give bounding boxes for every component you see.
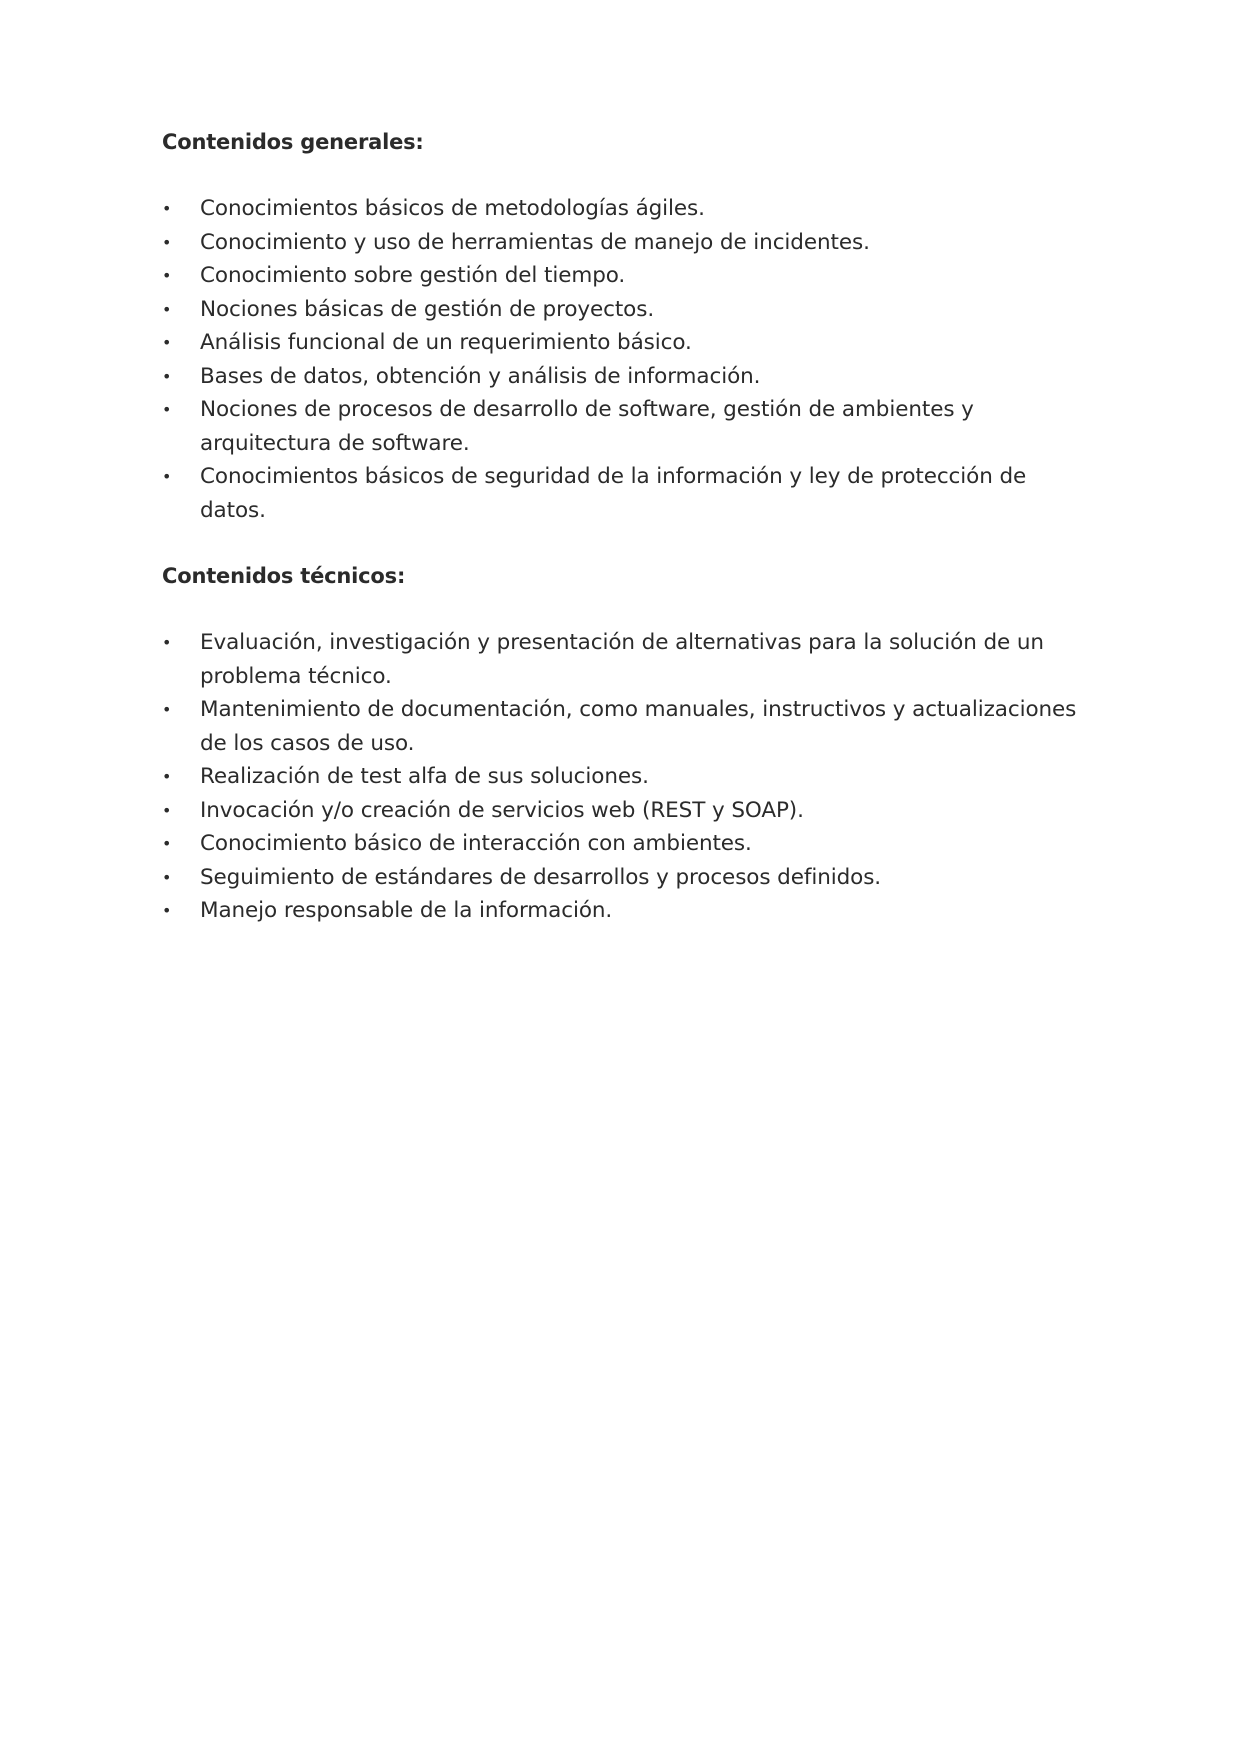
bullet-icon: •: [162, 633, 172, 652]
list-item-text: Análisis funcional de un requerimiento básico.: [200, 330, 692, 355]
list-item: [162, 360, 1082, 394]
list-item: [162, 226, 1082, 260]
list-item: [162, 626, 1082, 693]
bullet-icon: •: [162, 700, 172, 719]
bullet-icon: •: [162, 232, 172, 252]
list-item-text: Bases de datos, obtención y análisis de información.: [200, 363, 761, 389]
list-item: [162, 827, 1082, 861]
list-item: [162, 393, 1082, 460]
list-item-text: Manejo responsable de la información.: [200, 898, 613, 923]
list-item-text: Conocimiento sobre gestión del tiempo.: [200, 263, 626, 288]
bullet-icon: •: [162, 199, 172, 218]
list-item: [162, 293, 1082, 327]
list-item: [162, 794, 1082, 828]
list-item-text: Nociones de procesos de desarrollo de software, gestión de ambientes y arquitectura de software.: [200, 397, 974, 456]
section-title-tecnicos: Contenidos técnicos:: [162, 564, 406, 588]
list-item: [162, 693, 1082, 760]
section-spacer: [162, 527, 1082, 560]
list-item: [162, 326, 1082, 360]
bullet-icon: •: [162, 299, 172, 319]
bullet-icon: •: [162, 800, 172, 820]
list-item-text: Invocación y/o creación de servicios web (REST y SOAP).: [200, 797, 804, 823]
bullet-icon: •: [162, 366, 172, 386]
section-title-generales: Contenidos generales:: [162, 130, 424, 154]
list-item-text: Seguimiento de estándares de desarrollos y procesos definidos.: [200, 864, 882, 890]
list-item: [162, 894, 1082, 928]
bullet-icon: •: [162, 400, 172, 419]
bullet-icon: •: [162, 467, 172, 486]
bullet-icon: •: [162, 901, 172, 920]
bullet-icon: •: [162, 266, 172, 285]
bullet-icon: •: [162, 867, 172, 887]
list-item-text: Conocimiento y uso de herramientas de manejo de incidentes.: [200, 229, 870, 255]
list-generales: [162, 192, 1082, 527]
list-item: [162, 460, 1082, 527]
document-content: [162, 126, 1082, 928]
list-item-text: Conocimiento básico de interacción con ambientes.: [200, 831, 752, 856]
bullet-icon: •: [162, 333, 172, 352]
bullet-icon: •: [162, 767, 172, 786]
list-tecnicos: [162, 626, 1082, 928]
list-item-text: Mantenimiento de documentación, como manuales, instructivos y actualizaciones de los casos de uso.: [200, 697, 1077, 756]
list-item: [162, 259, 1082, 293]
list-item-text: Realización de test alfa de sus soluciones.: [200, 764, 649, 789]
list-item-text: Conocimientos básicos de seguridad de la información y ley de protección de datos.: [200, 464, 1027, 523]
list-item-text: Nociones básicas de gestión de proyectos.: [200, 296, 655, 322]
list-item: [162, 760, 1082, 794]
list-item: [162, 861, 1082, 895]
bullet-icon: •: [162, 834, 172, 853]
list-item: [162, 192, 1082, 226]
list-item-text: Evaluación, investigación y presentación de alternativas para la solución de un problema técnico.: [200, 630, 1044, 689]
list-item-text: Conocimientos básicos de metodologías ágiles.: [200, 196, 705, 221]
